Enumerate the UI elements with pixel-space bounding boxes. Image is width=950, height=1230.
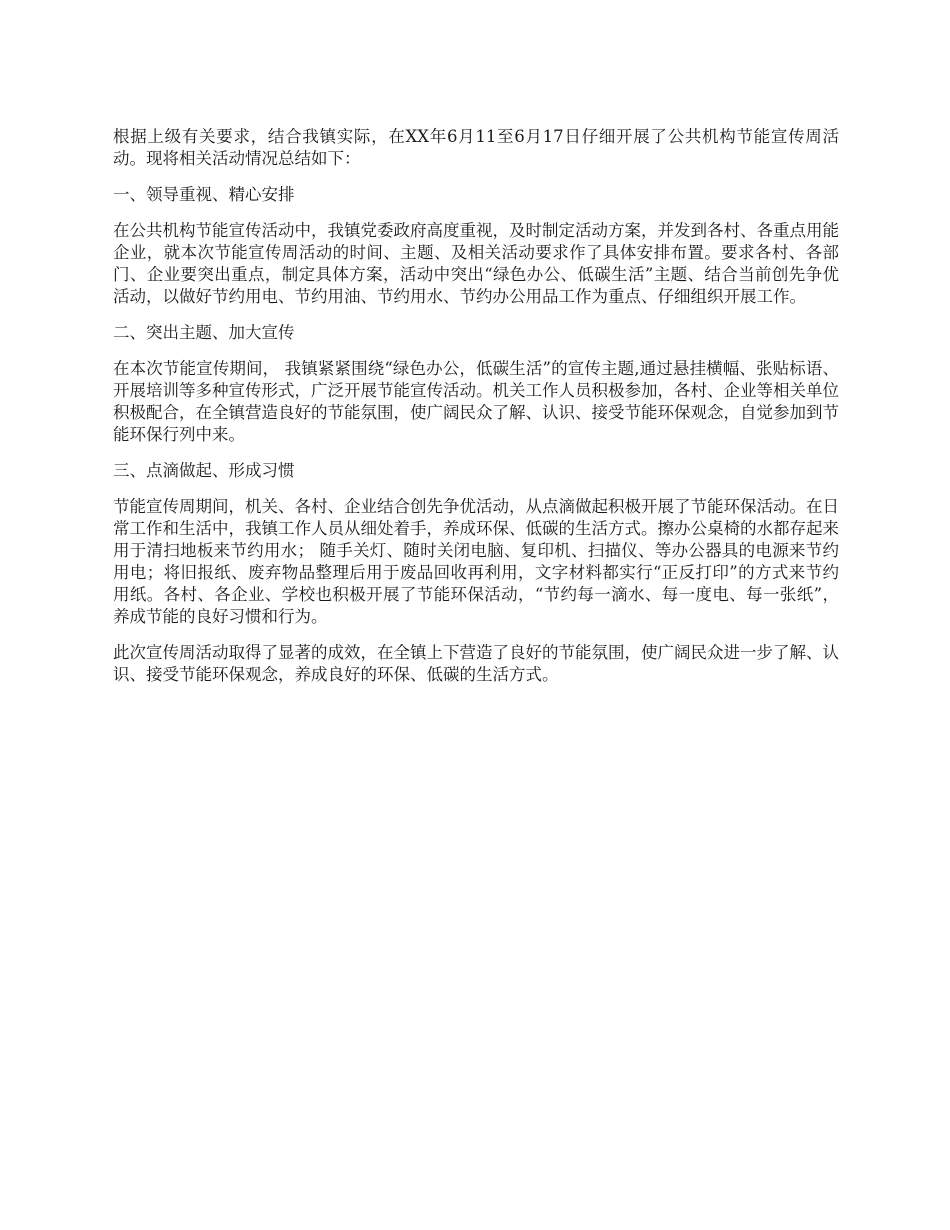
- document-body: [113, 126, 839, 700]
- section-heading-2: 二、突出主题、加大宣传: [113, 323, 295, 342]
- section-heading-3: 三、点滴做起、形成习惯: [113, 461, 295, 480]
- section-heading-1: 一、领导重视、精心安排: [113, 185, 295, 204]
- section-1-paragraph: 在公共机构节能宣传活动中，我镇党委政府高度重视，及时制定活动方案，并发到各村、各重点用能企业，就本次节能宣传周活动的时间、主题、及相关活动要求作了具体安排布置。要求各村、各部门、企业要突出重点，制定具体方案，活动中突出“绿色办公、低碳生活”主题、结合当前创先争优活动，以做好节约用电、节约用油、节约用水、节约办公用品工作为重点、仔细组织开展工作。: [113, 221, 839, 306]
- intro-paragraph: 根据上级有关要求，结合我镇实际，在XX年6月11至6月17日仔细开展了公共机构节能宣传周活动。现将相关活动情况总结如下：: [113, 127, 839, 168]
- section-2-paragraph: 在本次节能宣传期间， 我镇紧紧围绕“绿色办公，低碳生活”的宣传主题,通过悬挂横幅、张贴标语、开展培训等多种宣传形式，广泛开展节能宣传活动。机关工作人员积极参加，各村、企业等相关单位积极配合，在全镇营造良好的节能氛围，使广阔民众了解、认识、接受节能环保观念，自觉参加到节能环保行列中来。: [113, 359, 839, 444]
- section-3-paragraph: 节能宣传周期间，机关、各村、企业结合创先争优活动，从点滴做起积极开展了节能环保活动。在日常工作和生活中，我镇工作人员从细处着手，养成环保、低碳的生活方式。擦办公桌椅的水都存起来用于清扫地板来节约用水； 随手关灯、随时关闭电脑、复印机、扫描仪、等办公器具的电源来节约用电；将旧报纸、废弃物品整理后用于废品回收再利用，文字材料都实行“正反打印”的方式来节约用纸。各村、各企业、学校也积极开展了节能环保活动，“节约每一滴水、每一度电、每一张纸”，养成节能的良好习惯和行为。: [113, 497, 839, 626]
- conclusion-paragraph: 此次宣传周活动取得了显著的成效，在全镇上下营造了良好的节能氛围，使广阔民众进一步了解、认识、接受节能环保观念，养成良好的环保、低碳的生活方式。: [113, 643, 839, 684]
